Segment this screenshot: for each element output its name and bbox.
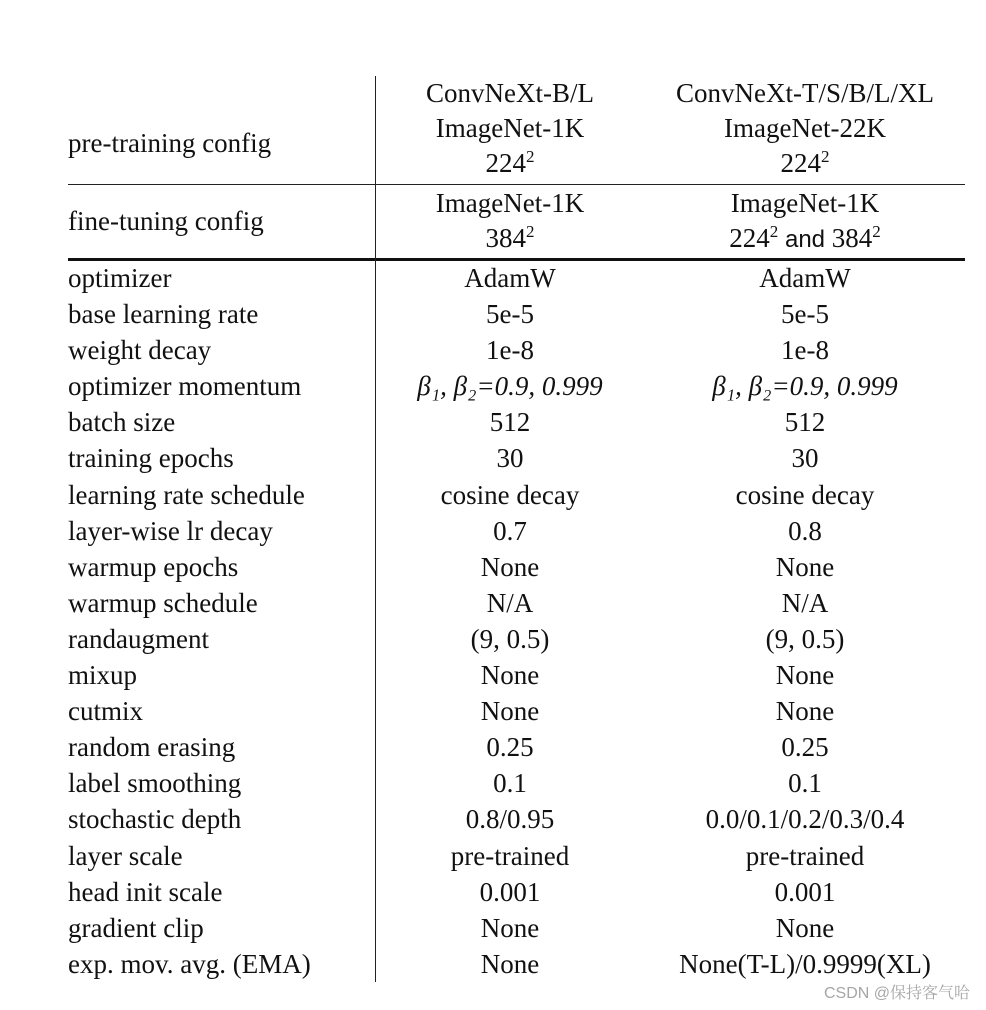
table-row <box>68 657 965 693</box>
dataset-name: ImageNet-22K <box>724 113 886 143</box>
row-value-col2: (9, 0.5) <box>765 623 845 654</box>
row-label: mixup <box>68 660 138 691</box>
row-value-col1: 1e-8 <box>486 335 534 366</box>
row-value-col2: 512 <box>784 407 826 438</box>
dataset-name: ImageNet-1K <box>435 113 585 143</box>
row-value-col2: 0.0/0.1/0.2/0.3/0.4 <box>705 804 905 835</box>
table-row <box>68 404 965 440</box>
table-row <box>68 621 965 657</box>
table-row <box>68 838 965 874</box>
row-label: warmup schedule <box>68 587 258 618</box>
table-row <box>68 801 965 837</box>
finetuning-header <box>68 184 965 258</box>
row-value-col2: 1e-8 <box>781 335 829 366</box>
row-label: weight decay <box>68 335 212 366</box>
resolution: $224^2$ <box>485 147 535 178</box>
row-value-col2: cosine decay <box>735 479 875 510</box>
row-value-col2: 0.8 <box>788 515 822 546</box>
row-value-col2: 0.001 <box>774 876 836 907</box>
row-value-col2: N/A <box>781 587 829 618</box>
table-row <box>68 946 965 982</box>
header-divider <box>68 184 965 185</box>
row-label: randaugment <box>68 623 209 654</box>
finetuning-label: fine-tuning config <box>68 206 264 236</box>
hyperparameter-rows <box>68 260 965 982</box>
row-label: layer-wise lr decay <box>68 515 273 546</box>
row-value-col1: β₁, β₂=0.9, 0.999 <box>417 371 603 402</box>
row-label: layer scale <box>68 840 183 871</box>
row-label: learning rate schedule <box>68 479 305 510</box>
row-value-col1: AdamW <box>464 263 556 293</box>
watermark: CSDN @保持客气哈 <box>823 985 970 1002</box>
row-label: base learning rate <box>68 299 259 330</box>
resolution: $224^2$ <box>780 147 830 178</box>
row-label: exp. mov. avg. (EMA) <box>68 948 311 979</box>
table-row <box>68 729 965 765</box>
row-value-col2: β₁, β₂=0.9, 0.999 <box>712 371 898 402</box>
row-value-col1: 0.7 <box>493 515 527 546</box>
table-row <box>68 693 965 729</box>
finetuning-col1 <box>375 186 645 256</box>
row-label: gradient clip <box>68 912 204 943</box>
row-value-col2: 0.25 <box>781 732 829 763</box>
pretraining-col1 <box>375 76 645 181</box>
row-value-col2: AdamW <box>759 263 851 293</box>
row-value-col2: None(T-L)/0.9999(XL) <box>679 948 931 979</box>
row-value-col1: None <box>480 551 540 582</box>
row-value-col1: 5e-5 <box>486 299 534 330</box>
table-row <box>68 513 965 549</box>
table-row <box>68 332 965 368</box>
row-label: random erasing <box>68 732 236 763</box>
table-row <box>68 585 965 621</box>
row-value-col1: 0.1 <box>493 768 527 799</box>
config-table <box>68 76 965 258</box>
row-label: warmup epochs <box>68 551 239 582</box>
table-row <box>68 440 965 476</box>
row-value-col2: None <box>775 660 835 691</box>
row-label: cutmix <box>68 696 143 727</box>
pretraining-label: pre-training config <box>68 128 272 158</box>
row-label: stochastic depth <box>68 804 242 835</box>
table-row <box>68 296 965 332</box>
resolution: $384^2$ <box>485 222 535 253</box>
row-label: training epochs <box>68 443 234 474</box>
row-label: label smoothing <box>68 768 242 799</box>
row-value-col1: None <box>480 660 540 691</box>
row-value-col1: pre-trained <box>450 840 570 871</box>
row-value-col1: None <box>480 948 540 979</box>
row-value-col2: 30 <box>791 443 819 474</box>
row-label: optimizer momentum <box>68 371 302 402</box>
row-value-col1: 512 <box>489 407 531 438</box>
row-value-col1: None <box>480 912 540 943</box>
table-row <box>68 765 965 801</box>
dataset-name: ImageNet-1K <box>435 188 585 218</box>
table-row <box>68 260 965 296</box>
dataset-name: ImageNet-1K <box>730 188 880 218</box>
table-row <box>68 477 965 513</box>
pretraining-header <box>68 76 965 184</box>
table-row <box>68 549 965 585</box>
row-value-col1: 0.001 <box>479 876 541 907</box>
model-name: ConvNeXt-B/L <box>426 78 594 108</box>
row-value-col1: None <box>480 696 540 727</box>
finetuning-col2 <box>657 186 953 257</box>
row-label: head init scale <box>68 876 223 907</box>
row-value-col1: 0.8/0.95 <box>465 804 555 835</box>
row-value-col2: None <box>775 551 835 582</box>
row-value-col2: pre-trained <box>745 840 865 871</box>
table-row <box>68 874 965 910</box>
row-value-col1: (9, 0.5) <box>470 623 550 654</box>
row-value-col1: cosine decay <box>440 479 580 510</box>
resolution: $224^2$ and $384^2$ <box>729 222 881 253</box>
table-row <box>68 368 965 404</box>
row-value-col2: None <box>775 696 835 727</box>
row-value-col1: N/A <box>486 587 534 618</box>
pretraining-col2 <box>657 76 953 181</box>
model-name: ConvNeXt-T/S/B/L/XL <box>676 78 934 108</box>
row-value-col1: 30 <box>496 443 524 474</box>
table-row <box>68 910 965 946</box>
row-value-col2: 0.1 <box>788 768 822 799</box>
row-label: optimizer <box>68 263 172 293</box>
row-value-col2: 5e-5 <box>781 299 829 330</box>
row-value-col1: 0.25 <box>486 732 534 763</box>
row-value-col2: None <box>775 912 835 943</box>
row-label: batch size <box>68 407 176 438</box>
